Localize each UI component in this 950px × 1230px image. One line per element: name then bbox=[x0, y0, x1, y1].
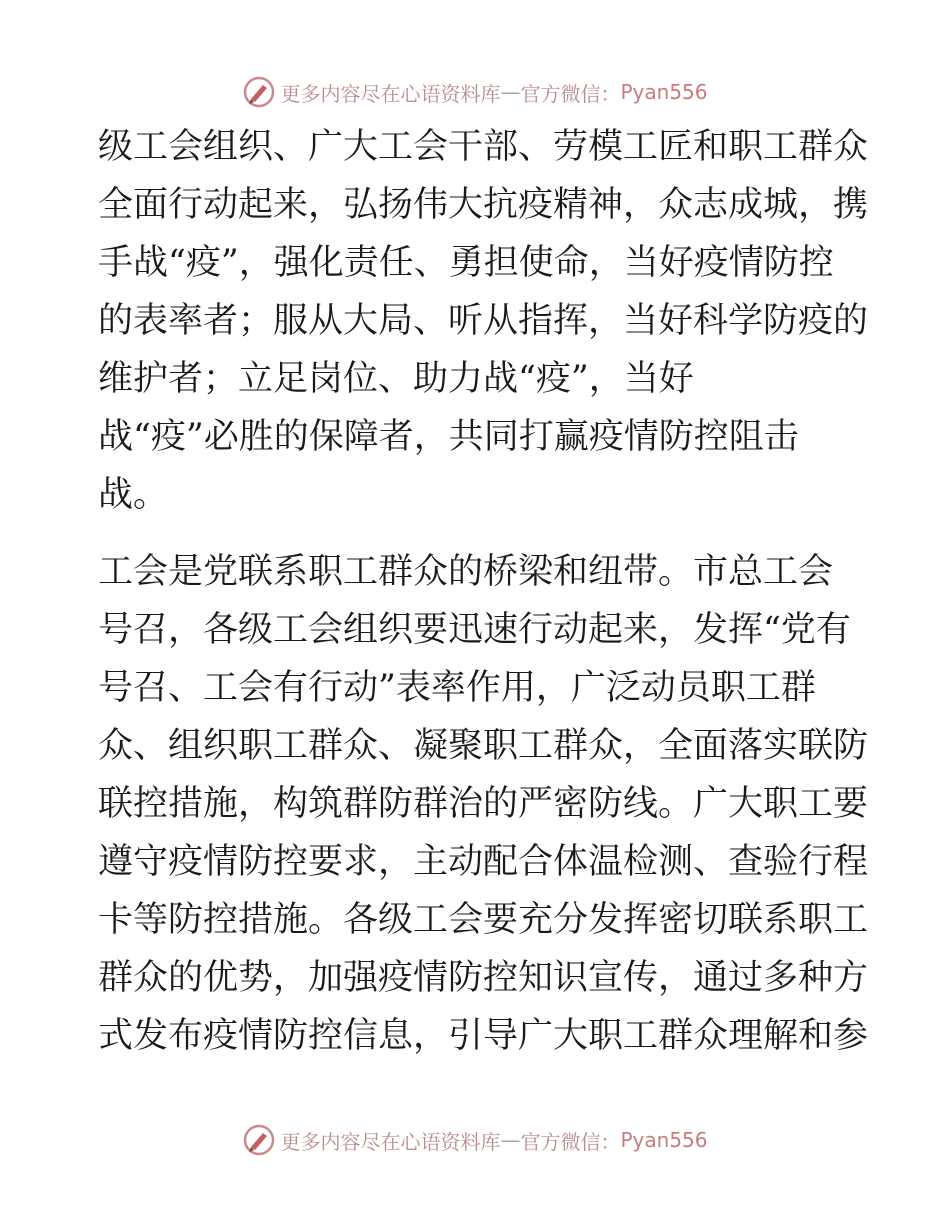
header-banner-text: 更多内容尽在心语资料库 bbox=[280, 81, 501, 106]
paragraph-1 bbox=[98, 118, 869, 524]
pen-logo-icon bbox=[242, 75, 276, 109]
paragraph-line: 遵守疫情防控要求，主动配合体温检测、查验行程 bbox=[98, 842, 869, 882]
paragraph-line: 全面行动起来，弘扬伟大抗疫精神，众志成城，携 bbox=[98, 185, 869, 225]
header-banner-label: 官方微信： bbox=[520, 81, 621, 106]
header-banner-wechat-id: Pyan556 bbox=[620, 80, 708, 104]
paragraph-line: 手战“疫”，强化责任、勇担使命，当好疫情防控 bbox=[98, 243, 834, 283]
paragraph-line: 联控措施，构筑群防群治的严密防线。广大职工要 bbox=[98, 784, 869, 824]
paragraph-line: 的表率者；服从大局、听从指挥，当好科学防疫的 bbox=[98, 301, 869, 341]
paragraph-line: 众、组织职工群众、凝聚职工群众，全面落实联防 bbox=[98, 726, 869, 766]
paragraph-line: 号召，各级工会组织要迅速行动起来，发挥“党有 bbox=[98, 610, 851, 650]
header-banner-dash: — bbox=[500, 80, 521, 104]
paragraph-line: 群众的优势，加强疫情防控知识宣传，通过多种方 bbox=[98, 958, 869, 998]
paragraph-line: 卡等防控措施。各级工会要充分发挥密切联系职工 bbox=[98, 900, 869, 940]
footer-banner-dash: — bbox=[500, 1128, 521, 1152]
paragraph-line: 战。 bbox=[98, 475, 169, 515]
paragraph-line: 维护者；立足岗位、助力战“疫”，当好 bbox=[98, 359, 694, 399]
footer-banner-label: 官方微信： bbox=[520, 1129, 621, 1154]
header-watermark-banner bbox=[0, 72, 950, 112]
paragraph-line: 级工会组织、广大工会干部、劳模工匠和职工群众 bbox=[98, 127, 869, 167]
pen-logo-icon bbox=[242, 1123, 276, 1157]
footer-watermark-banner bbox=[0, 1120, 950, 1160]
footer-banner-text: 更多内容尽在心语资料库 bbox=[280, 1129, 501, 1154]
paragraph-line: 战“疫”必胜的保障者，共同打赢疫情防控阻击 bbox=[98, 417, 799, 457]
paragraph-line: 号召、工会有行动”表率作用，广泛动员职工群 bbox=[98, 668, 816, 708]
paragraph-line: 工会是党联系职工群众的桥梁和纽带。市总工会 bbox=[98, 552, 834, 592]
footer-banner-wechat-id: Pyan556 bbox=[620, 1128, 708, 1152]
paragraph-line: 式发布疫情防控信息，引导广大职工群众理解和参 bbox=[98, 1016, 869, 1056]
paragraph-2 bbox=[98, 543, 869, 1065]
